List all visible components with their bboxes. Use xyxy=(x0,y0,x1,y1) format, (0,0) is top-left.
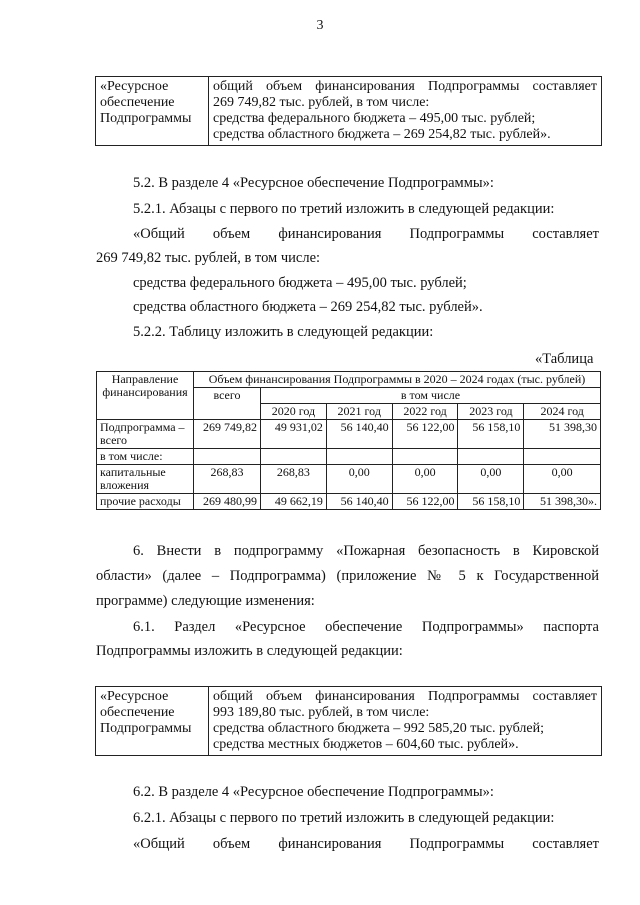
cell-value: 56 122,00 xyxy=(392,494,458,510)
row-name: Подпрограмма – всего xyxy=(97,420,194,449)
resource-box-1-line1: общий объем финансирования Подпрограммы составляет xyxy=(213,79,597,94)
cell-value: 51 398,30 xyxy=(524,420,601,449)
header-direction: Направление финансирования xyxy=(97,372,194,420)
table-row xyxy=(97,420,601,449)
para-6-1-line2: Подпрограммы изложить в следующей редакции: xyxy=(96,643,403,659)
header-year: 2022 год xyxy=(392,404,458,420)
para-regional-budget: средства областного бюджета – 269 254,82 тыс. рублей». xyxy=(133,299,483,315)
resource-box-2-label: «Ресурсное обеспечение Подпрограммы xyxy=(96,687,209,756)
cell-value: 49 931,02 xyxy=(261,420,327,449)
header-year: 2021 год xyxy=(326,404,392,420)
cell-total: 268,83 xyxy=(194,465,261,494)
para-6-line2: области» (далее – Подпрограмма) (приложение № 5 к Государственной xyxy=(96,568,599,584)
resource-box-2-line2: 993 189,80 тыс. рублей, в том числе: xyxy=(213,705,430,720)
header-volume: Объем финансирования Подпрограммы в 2020 – 2024 годах (тыс. рублей) xyxy=(194,372,601,388)
cell-value: 49 662,19 xyxy=(261,494,327,510)
table-row xyxy=(97,465,601,494)
resource-box-2-line4: средства местных бюджетов – 604,60 тыс. рублей». xyxy=(213,737,519,752)
row-name: прочие расходы xyxy=(97,494,194,510)
table-row xyxy=(97,449,601,465)
cell-total: 269 480,99 xyxy=(194,494,261,510)
resource-box-2-text xyxy=(209,687,602,756)
para-federal-budget: средства федерального бюджета – 495,00 тыс. рублей; xyxy=(133,275,467,291)
para-6-line3: программе) следующие изменения: xyxy=(96,593,315,609)
para-6-2-1: 6.2.1. Абзацы с первого по третий изложить в следующей редакции: xyxy=(133,810,555,826)
para-quote1-line1: «Общий объем финансирования Подпрограммы составляет xyxy=(133,226,599,242)
cell-value: 51 398,30». xyxy=(524,494,601,510)
header-year: 2020 год xyxy=(261,404,327,420)
cell-value: 0,00 xyxy=(392,465,458,494)
cell-value: 56 158,10 xyxy=(458,420,524,449)
cell-value: 56 140,40 xyxy=(326,494,392,510)
cell-value: 0,00 xyxy=(524,465,601,494)
header-year: 2023 год xyxy=(458,404,524,420)
para-6-2: 6.2. В разделе 4 «Ресурсное обеспечение Подпрограммы»: xyxy=(133,784,494,800)
financing-table xyxy=(96,371,601,510)
resource-box-1-line4: средства областного бюджета – 269 254,82 тыс. рублей». xyxy=(213,127,551,142)
header-including: в том числе xyxy=(261,388,601,404)
para-quote1-line2: 269 749,82 тыс. рублей, в том числе: xyxy=(96,250,321,266)
table-label: «Таблица xyxy=(535,351,594,367)
resource-box-2-line1: общий объем финансирования Подпрограммы составляет xyxy=(213,689,597,704)
cell-value: 56 140,40 xyxy=(326,420,392,449)
row-name: капитальные вложения xyxy=(97,465,194,494)
cell-value: 268,83 xyxy=(261,465,327,494)
cell-value: 56 158,10 xyxy=(458,494,524,510)
para-quote2: «Общий объем финансирования Подпрограммы составляет xyxy=(133,836,599,852)
page-number: 3 xyxy=(316,18,324,33)
resource-box-1-line2: 269 749,82 тыс. рублей, в том числе: xyxy=(213,95,430,110)
table-row xyxy=(97,494,601,510)
resource-box-1 xyxy=(95,76,602,146)
resource-box-1-text xyxy=(209,77,602,146)
cell-value: 56 122,00 xyxy=(392,420,458,449)
cell-value: 0,00 xyxy=(326,465,392,494)
header-total: всего xyxy=(194,388,261,420)
cell-value: 0,00 xyxy=(458,465,524,494)
resource-box-1-line3: средства федерального бюджета – 495,00 тыс. рублей; xyxy=(213,111,536,126)
para-5-2-2: 5.2.2. Таблицу изложить в следующей редакции: xyxy=(133,324,434,340)
para-6-line1: 6. Внести в подпрограмму «Пожарная безопасность в Кировской xyxy=(133,543,599,559)
para-6-1-line1: 6.1. Раздел «Ресурсное обеспечение Подпрограммы» паспорта xyxy=(133,619,599,635)
resource-box-1-label: «Ресурсное обеспечение Подпрограммы xyxy=(96,77,209,146)
header-year: 2024 год xyxy=(524,404,601,420)
para-5-2-1: 5.2.1. Абзацы с первого по третий изложить в следующей редакции: xyxy=(133,201,555,217)
resource-box-2 xyxy=(95,686,602,756)
resource-box-2-line3: средства областного бюджета – 992 585,20 тыс. рублей; xyxy=(213,721,544,736)
cell-total: 269 749,82 xyxy=(194,420,261,449)
row-name: в том числе: xyxy=(97,449,194,465)
para-5-2: 5.2. В разделе 4 «Ресурсное обеспечение Подпрограммы»: xyxy=(133,175,494,191)
